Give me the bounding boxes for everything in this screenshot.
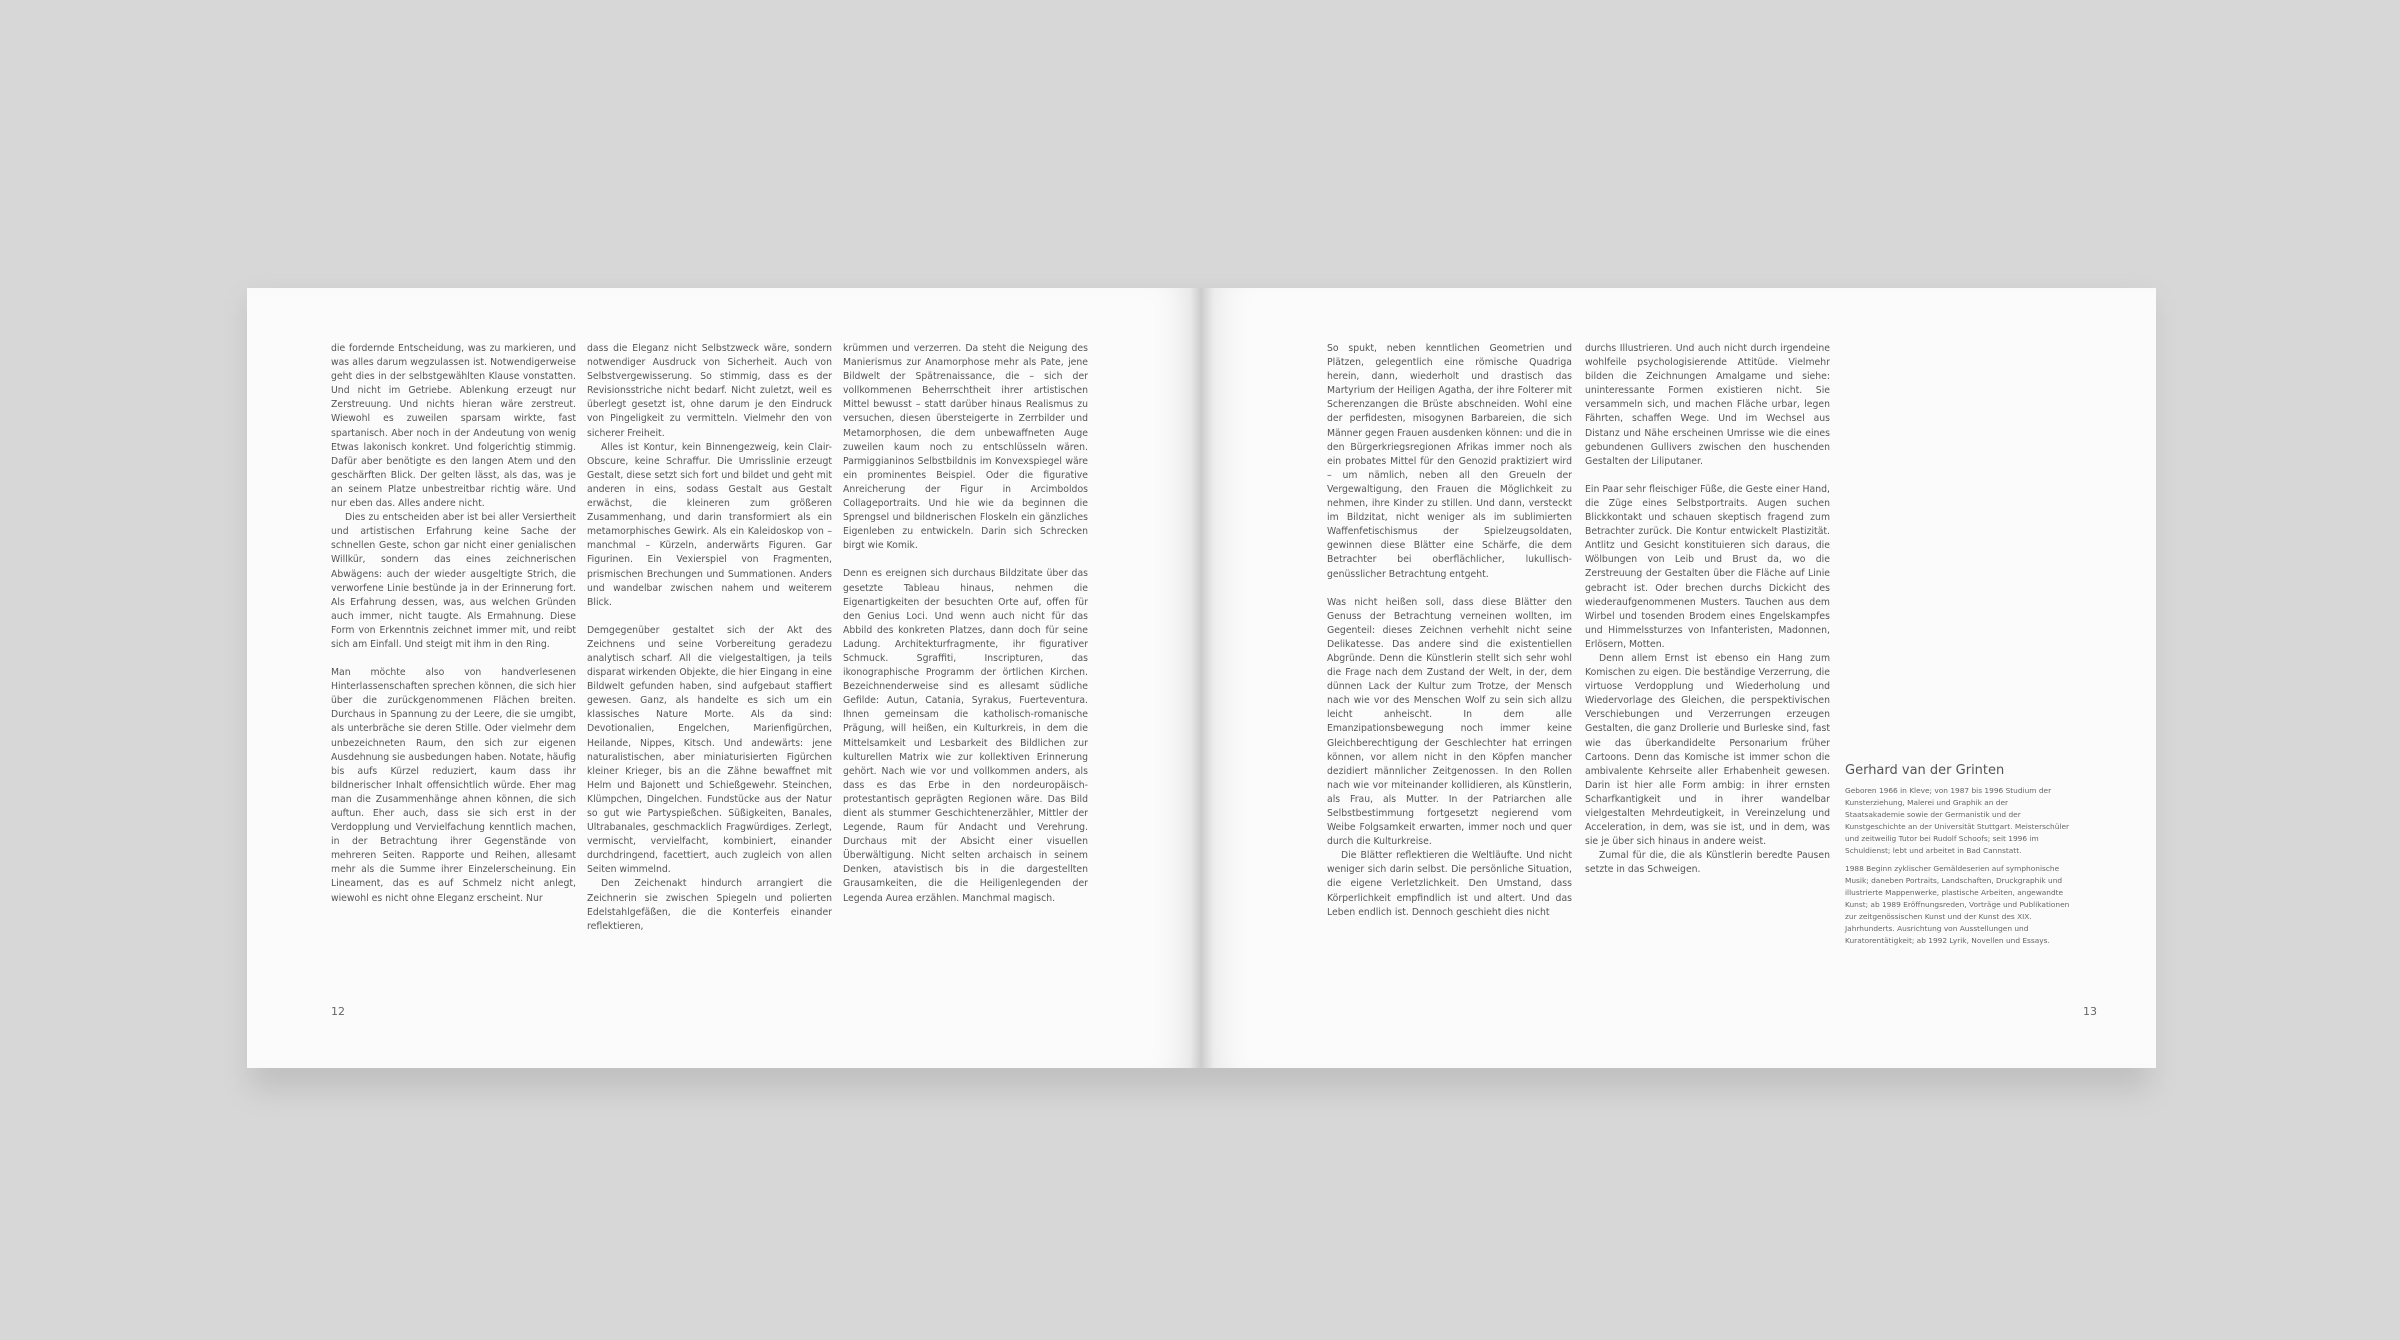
left-page-column-2 — [587, 342, 832, 934]
bio-paragraph: Geboren 1966 in Kleve; von 1987 bis 1996 Studium der Kunsterziehung, Malerei und Graphik an der Staatsakademie sowie der Germanistik und der Kunstgeschichte an der Universität Stuttgart. Meisterschüler und zeitweilig Tutor bei Rudolf Schoofs; seit 1996 im Schuldienst; lebt und arbeitet in Bad Cannstatt. — [1845, 786, 2070, 855]
paragraph: Demgegenüber gestaltet sich der Akt des Zeichnens und seine Vorbereitung geradezu analytisch scharf. All die vielgestaltigen, ja teils disparat wirkenden Objekte, die hier Eingang in eine Bildwelt gefunden haben, sind aufgebaut staffiert gewesen. Ganz, als handelte es sich um ein klassisches Nature Morte. Als da sind: Devotionalien, Engelchen, Marienfigürchen, Heilande, Nippes, Kitsch. Und andewärts: jene naturalistischen, aber miniaturisierten Figürchen kleiner Krieger, bis an die Zähne bewaffnet mit Helm und Bajonett und Schießgewehr. Steinchen, Klümpchen, Dingelchen. Fundstücke aus der Natur so gut wie Partyspießchen. Süßigkeiten, Banales, Ultrabanales, geschmacklich Fragwürdiges. Zerlegt, vermischt, vervielfacht, kombiniert, einander durchdringend, facettiert, auch zugleich von allen Seiten wimmelnd. — [587, 624, 832, 876]
paragraph: die fordernde Entscheidung, was zu markieren, und was alles darum wegzulassen ist. Notwendigerweise geht dies in der selbstgewählten Klause vonstatten. Und nicht im Getriebe. Ablenkung erzeugt nur Zerstreuung. Und nichts hieran wäre zerstreut. Wiewohl es zuweilen sparsam wirkte, fast spartanisch. Aber noch in der Andeutung von wenig Etwas lakonisch konkret. Und folgerichtig stimmig. Dafür aber benötigte es den langen Atem und den geschärften Blick. Der gelten lässt, als das, was je an seinem Platze unbestreitbar richtig wäre. Und nur eben das. Alles andere nicht. — [331, 343, 576, 510]
paragraph: So spukt, neben kenntlichen Geometrien und Plätzen, gelegentlich eine römische Quadriga herein, dann, wiederholt und drastisch das Martyrium der Heiligen Agatha, der ihre Folterer mit Scherenzangen die Brüste abschneiden. Wohl eine der perfidesten, misogynen Barbareien, die sich Männer gegen Frauen ausdenken können: und die in den Bürgerkriegsregionen Afrikas immer noch als ein probates Mittel für den Genozid praktiziert wird – um nämlich, neben all den Greueln der Vergewaltigung, den Frauen die Möglichkeit zu nehmen, ihre Kinder zu stillen. Und dann, versteckt im Bildzitat, nicht weniger als im sublimierten Waffenfetischismus der Spielzeugsoldaten, gewinnen diese Blätter eine Schärfe, die dem Betrachter bei oberflächlicher, lukullisch-genüsslicher Betrachtung entgeht. — [1327, 343, 1572, 580]
paragraph: Was nicht heißen soll, dass diese Blätter den Genuss der Betrachtung verneinen wollten, im Gegenteil: dieses Zeichnen verhehlt nicht seine Delikatesse. Das andere sind die existentiellen Abgründe. Denn die Künstlerin stellt sich sehr wohl die Frage nach dem Zustand der Welt, in der, dem dünnen Lack der Kultur zum Trotze, der Mensch nach wie vor des Menschen Wolf zu sein sich allzu leicht anheischt. In dem alle Emanzipationsbewegung noch immer keine Gleichberechtigung der Geschlechter hat erringen können, vor allem nicht in den Köpfen mancher dezidiert männlicher Zeitgenossen. In den Rollen nach wie vor miteinander kollidieren, als Künstlerin, als Frau, als Mutter. In der Patriarchen alle Selbstbestimmung fortgesetzt negierend vom Weibe Folgsamkeit erwarten, immer noch und quer durch die Kulturkreise. — [1327, 596, 1572, 848]
paragraph: Den Zeichenakt hindurch arrangiert die Zeichnerin sie zwischen Spiegeln und polierten Edelstahlgefäßen, die die Konterfeis einander reflektieren, — [587, 878, 832, 932]
paragraph: durchs Illustrieren. Und auch nicht durch irgendeine wohlfeile psychologisierende Attitüde. Vielmehr bilden die Zeichnungen Amalgame und siehe: uninteressante Formen existieren nicht. Sie versammeln sich, und machen Fläche urbar, legen Fährten, schaffen Wege. Und im Wechsel aus Distanz und Nähe erscheinen Umrisse wie die eines gebundenen Gullivers zwischen den huschenden Gestalten der Liliputaner. — [1585, 343, 1830, 467]
bio-paragraph: 1988 Beginn zyklischer Gemäldeserien auf symphonische Musik; daneben Portraits, Landschaften, Druckgraphik und illustrierte Mappenwerke, plastische Arbeiten, angewandte Kunst; ab 1989 Eröffnungsreden, Vorträge und Publikationen zur zeitgenössischen Kunst und der Kunst des XIX. Jahrhunderts. Ausrichtung von Ausstellungen und Kuratorentätigkeit; ab 1992 Lyrik, Novellen und Essays. — [1845, 864, 2070, 945]
booklet-gutter — [1190, 288, 1214, 1068]
page-number-left: 12 — [331, 1005, 345, 1018]
right-page-column-1 — [1327, 342, 1572, 920]
paragraph: Dies zu entscheiden aber ist bei aller Versiertheit und artistischen Erfahrung keine Sache der schnellen Geste, schon gar nicht einer genialischen Willkür, sondern das eines zeichnerischen Abwägens: auch der wieder ausgeltigte Strich, die verworfene Linie bestünde ja in der Erinnerung fort. Als Erfahrung dessen, was, aus welchen Gründen auch immer, nicht taugte. Als Ermahnung. Diese Form von Erkenntnis zeichnet immer mit, und reibt sich am Einfall. Und steigt mit ihm in den Ring. — [331, 512, 576, 650]
paragraph: krümmen und verzerren. Da steht die Neigung des Manierismus zur Anamorphose mehr als Pate, jene Bildwelt der Spätrenaissance, die – sich der vollkommenen Beherrschtheit ihrer artistischen Mittel bewusst – statt darüber hinaus Realismus zu versuchen, diesen übersteigerte in Zerrbilder und Metamorphosen, die dem unbewaffneten Auge zuweilen kaum noch zu entschlüsseln wären. Parmiggianinos Selbstbildnis im Konvexspiegel wäre ein prominentes Beispiel. Oder die figurative Anreicherung der Figur in Arcimboldos Collageportraits. Und hie wie da beginnen die Sprengsel und bildnerischen Floskeln ein gänzliches Eigenleben zu entwickeln. Darin sich Schrecken birgt wie Komik. — [843, 343, 1088, 552]
left-page-column-3 — [843, 342, 1088, 906]
paragraph: Denn allem Ernst ist ebenso ein Hang zum Komischen zu eigen. Die beständige Verzerrung, die virtuose Verdopplung und Wiederholung und Wiedervorlage des Gleichen, die perspektivischen Verschiebungen und Verzerrungen erzeugen Gestalten, die ganz Drollerie und Burleske sind, fast wie das überkandidelte Personarium früher Cartoons. Denn das Komische ist immer schon die ambivalente Kehrseite aller Erhabenheit gewesen. Darin ist hier alle Form ambig: in ihrer ernsten Scharfkantigkeit und in ihrer wandelbar vielgestalten Mehrdeutigkeit, in Vereinzelung und Acceleration, in dem, was sie ist, und in dem, was sie je über sich hinaus in andere weist. — [1585, 652, 1830, 848]
left-page-column-1 — [331, 342, 576, 906]
right-page-column-2 — [1585, 342, 1830, 877]
paragraph: dass die Eleganz nicht Selbstzweck wäre, sondern notwendiger Ausdruck von Sicherheit. Auch von Selbstvergewisserung. So stimmig, dass es der Revisionsstriche nicht bedarf. Nicht zuletzt, weil es überlegt gesetzt ist, ohne darum je den Eindruck von Pingeligkeit zu vermitteln. Vielmehr den von sicherer Freiheit. — [587, 343, 832, 439]
paragraph: Denn es ereignen sich durchaus Bildzitate über das gesetzte Tableau hinaus, nehmen die Eigenartigkeiten der besuchten Orte auf, offen für den Genius Loci. Und wenn auch nicht für das Abbild des konkreten Platzes, dann doch für seine Ladung. Architekturfragmente, ihr figurativer Schmuck. Sgraffiti, Inscripturen, das ikonographische Programm der örtlichen Kirchen. Bezeichnenderweise sind es allesamt südliche Gefilde: Autun, Catania, Syrakus, Fuerteventura. Ihnen gemeinsam die katholisch-romanische Prägung, will heißen, ein Kulturkreis, in dem die Mittelsamkeit und Lesbarkeit des Bildlichen zur kulturellen Matrix wie zur kollektiven Erinnerung gehört. Nach wie vor und vollkommen anders, als dass es das Erbe in den nordeuropäisch-protestantisch geprägten Regionen wäre. Das Bild dient als stummer Geschichtenerzähler, Mittler der Legende, Raum für Andacht und Verehrung. Durchaus mit der Absicht einer visuellen Überwältigung. Nicht selten archaisch in seinem Denken, atavistisch bis in die dargestellten Grausamkeiten, die die Heiligenlegenden der Legenda Aurea erzählen. Manchmal magisch. — [843, 568, 1088, 904]
paragraph: Ein Paar sehr fleischiger Füße, die Geste einer Hand, die Züge eines Selbstportraits. Augen suchen Blickkontakt und schauen skeptisch fragend zum Betrachter zurück. Die Kontur entwickelt Plastizität. Antlitz und Gesicht konstituieren sich daraus, die Wölbungen von Leib und Brust da, wo die Zerstreuung der Gestalten über die Fläche auf Linie gebracht ist. Oder brechen durchs Dickicht des wiederaufgenommenen Musters. Tauchen aus dem Wirbel und tosenden Brodem eines Engelskampfes und Himmelssturzes von Infanteristen, Madonnen, Erlösern, Motten. — [1585, 483, 1830, 650]
paragraph: Die Blätter reflektieren die Weltläufte. Und nicht weniger sich darin selbst. Die persönliche Situation, die eigene Verletzlichkeit. Den Umstand, dass Körperlichkeit empfindlich ist und altert. Und das Leben endlich ist. Dennoch geschieht dies nicht — [1327, 850, 1572, 918]
paragraph: Alles ist Kontur, kein Binnengezweig, kein Clair-Obscure, keine Schraffur. Die Umrisslinie erzeugt Gestalt, diese setzt sich fort und bildet und geht mit anderen in eins, sodass Gestalt aus Gestalt erwächst, die kleineren zum größeren Zusammenhang, und darin transformiert als ein metamorphisches Gewirk. Als ein Kaleidoskop von – manchmal – Kürzeln, anderwärts Figuren. Gar Figurinen. Ein Vexierspiel von Fragmenten, prismischen Brechungen und Summationen. Anders und wandelbar zwischen nahem und weiterem Blick. — [587, 441, 832, 608]
page-number-right: 13 — [2083, 1005, 2097, 1018]
author-name: Gerhard van der Grinten — [1845, 763, 2005, 778]
author-bio — [1845, 765, 2070, 953]
paragraph: Zumal für die, die als Künstlerin beredte Pausen setzte in das Schweigen. — [1585, 850, 1830, 876]
paragraph: Man möchte also von handverlesenen Hinterlassenschaften sprechen können, die sich hier über die zurückgenommenen Flächen breiten. Durchaus in Spannung zu der Leere, die sie umgibt, als unterbräche sie deren Stille. Oder vielmehr dem unbezeichneten Raum, den sich zur eigenen Ausdehnung sie ausbedungen haben. Notate, häufig bis aufs Kürzel reduziert, kaum dass ihr bildnerischer Inhalt offensichtlich würde. Eher mag man die Zusammenhänge ahnen können, die sich auftun. Eher auch, dass sie sich erst in der Verdopplung und Vervielfachung kenntlich machen, in der Betrachtung ihrer Gegenstände von mehreren Seiten. Rapporte und Reihen, allesamt mehr als die Summe ihrer Einzelerscheinung. Ein Lineament, das es auf Schmelz nicht anlegt, wiewohl es nicht ohne Eleganz erscheint. Nur — [331, 667, 576, 904]
